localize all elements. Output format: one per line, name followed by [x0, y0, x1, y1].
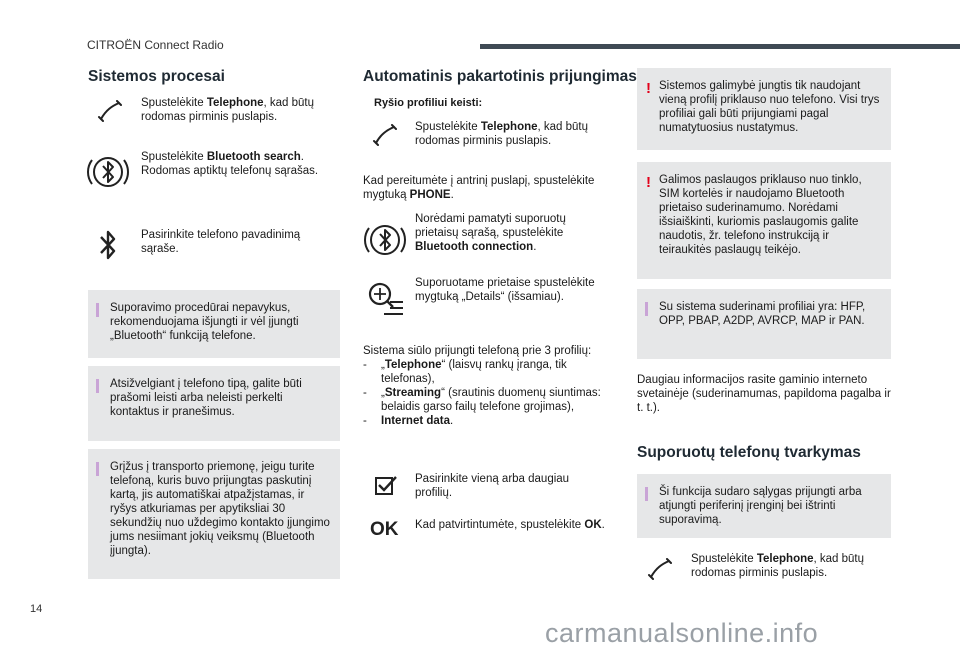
bluetooth-search-icon	[86, 150, 130, 199]
step-details: Suporuotame prietaise spustelėkite mygtuką „Details“ (išsamiau).	[415, 277, 595, 303]
section-heading-paired-phones: Suporuotų telefonų tvarkymas	[637, 444, 861, 461]
checkbox-select-icon	[374, 474, 398, 503]
details-icon	[366, 280, 406, 325]
warning-note-services: ! Galimos paslaugos priklauso nuo tinklo, SIM kortelės ir naudojamo Bluetooth prietaiso suderinamumo. Norėdami išsiaiškinti, kuriomis paslaugomis galite naudotis, žr. telefono instrukciją ir teiraukitės paslaugų teikėjo.	[637, 162, 891, 279]
info-note-auto-reconnect: Grįžus į transporto priemonę, jeigu turite telefoną, kuris buvo prijungtas paskutinį kartą, jis automatiškai atpažįstamas, ir ryšys atkuriamas per apytiksliai 30 sekundžių nuo uždegimo kontakto įjungimo jums nesiimant jokių veiksmų (Bluetooth įjungta).	[88, 449, 340, 579]
section-heading-system-processes: Sistemos procesai	[88, 68, 225, 85]
watermark: carmanualsonline.info	[545, 618, 819, 648]
info-bar-icon	[96, 303, 99, 317]
info-note-profiles: Su sistema suderinami profiliai yra: HFP, OPP, PBAP, A2DP, AVRCP, MAP ir PAN.	[637, 289, 891, 359]
list-item: - „Streaming“ (srautinis duomenų siuntimas: belaidis garso failų telefone grojimas),	[363, 387, 601, 413]
step-select-phone: Pasirinkite telefono pavadinimą sąraše.	[141, 229, 301, 255]
info-bar-icon	[645, 302, 648, 316]
step-telephone: Spustelėkite Telephone, kad būtų rodomas pirminis puslapis.	[415, 121, 589, 147]
step-bluetooth-connection: Norėdami pamatyti suporuotų prietaisų sąrašą, spustelėkite Bluetooth connection.	[415, 213, 566, 253]
info-bar-icon	[645, 487, 648, 501]
document-header-title: CITROËN Connect Radio	[87, 38, 224, 52]
step-telephone: Spustelėkite Telephone, kad būtų rodomas pirminis puslapis.	[141, 97, 315, 123]
ok-icon: OK	[370, 519, 399, 540]
profile-list	[363, 358, 618, 428]
telephone-handset-icon	[97, 100, 125, 129]
bluetooth-icon	[98, 228, 118, 267]
step-telephone: Spustelėkite Telephone, kad būtų rodomas pirminis puslapis.	[691, 553, 865, 579]
step-confirm-ok: Kad patvirtintumėte, spustelėkite OK.	[415, 519, 605, 531]
paragraph-profiles: Sistema siūlo prijungti telefoną prie 3 profilių:	[363, 345, 592, 357]
step-bluetooth-search: Spustelėkite Bluetooth search. Rodomas aptiktų telefonų sąrašas.	[141, 151, 319, 177]
paragraph-phone-button: Kad pereitumėte į antrinį puslapį, spustelėkite mygtuką PHONE.	[363, 175, 595, 201]
list-item: - Internet data.	[363, 415, 454, 427]
warning-icon: !	[646, 174, 651, 191]
info-bar-icon	[96, 462, 99, 476]
step-select-profiles: Pasirinkite vieną arba daugiau profilių.	[415, 473, 570, 499]
section-heading-auto-reconnect: Automatinis pakartotinis prijungimas	[363, 68, 637, 85]
info-note-manage: Ši funkcija sudaro sąlygas prijungti arba atjungti periferinį įrenginį bei ištrinti suporavimą.	[637, 474, 891, 538]
info-bar-icon	[96, 379, 99, 393]
info-note-contacts: Atsižvelgiant į telefono tipą, galite būti prašomi leisti arba neleisti perkelti kontaktus ir pranešimus.	[88, 366, 340, 441]
header-bar	[480, 44, 960, 49]
info-note-pairing: Suporavimo procedūrai nepavykus, rekomenduojama išjungti ir vėl įjungti „Bluetooth“ funkciją telefone.	[88, 290, 340, 358]
bluetooth-connection-icon	[363, 218, 407, 267]
warning-note-profile: ! Sistemos galimybė jungtis tik naudojant vieną profilį priklauso nuo telefono. Visi trys profiliai gali būti prijungiami pagal numatytuosius nustatymus.	[637, 68, 891, 150]
telephone-handset-icon	[372, 124, 400, 153]
paragraph-more-info: Daugiau informacijos rasite gaminio interneto svetainėje (suderinamumas, papildoma pagalba ir t. t.).	[637, 374, 891, 414]
page-number: 14	[30, 603, 43, 615]
subheading-change-profile: Ryšio profiliui keisti:	[374, 97, 483, 109]
list-item: - „Telephone“ (laisvų rankų įranga, tik telefonas),	[363, 359, 567, 385]
warning-icon: !	[646, 80, 651, 97]
telephone-handset-icon	[647, 558, 675, 587]
